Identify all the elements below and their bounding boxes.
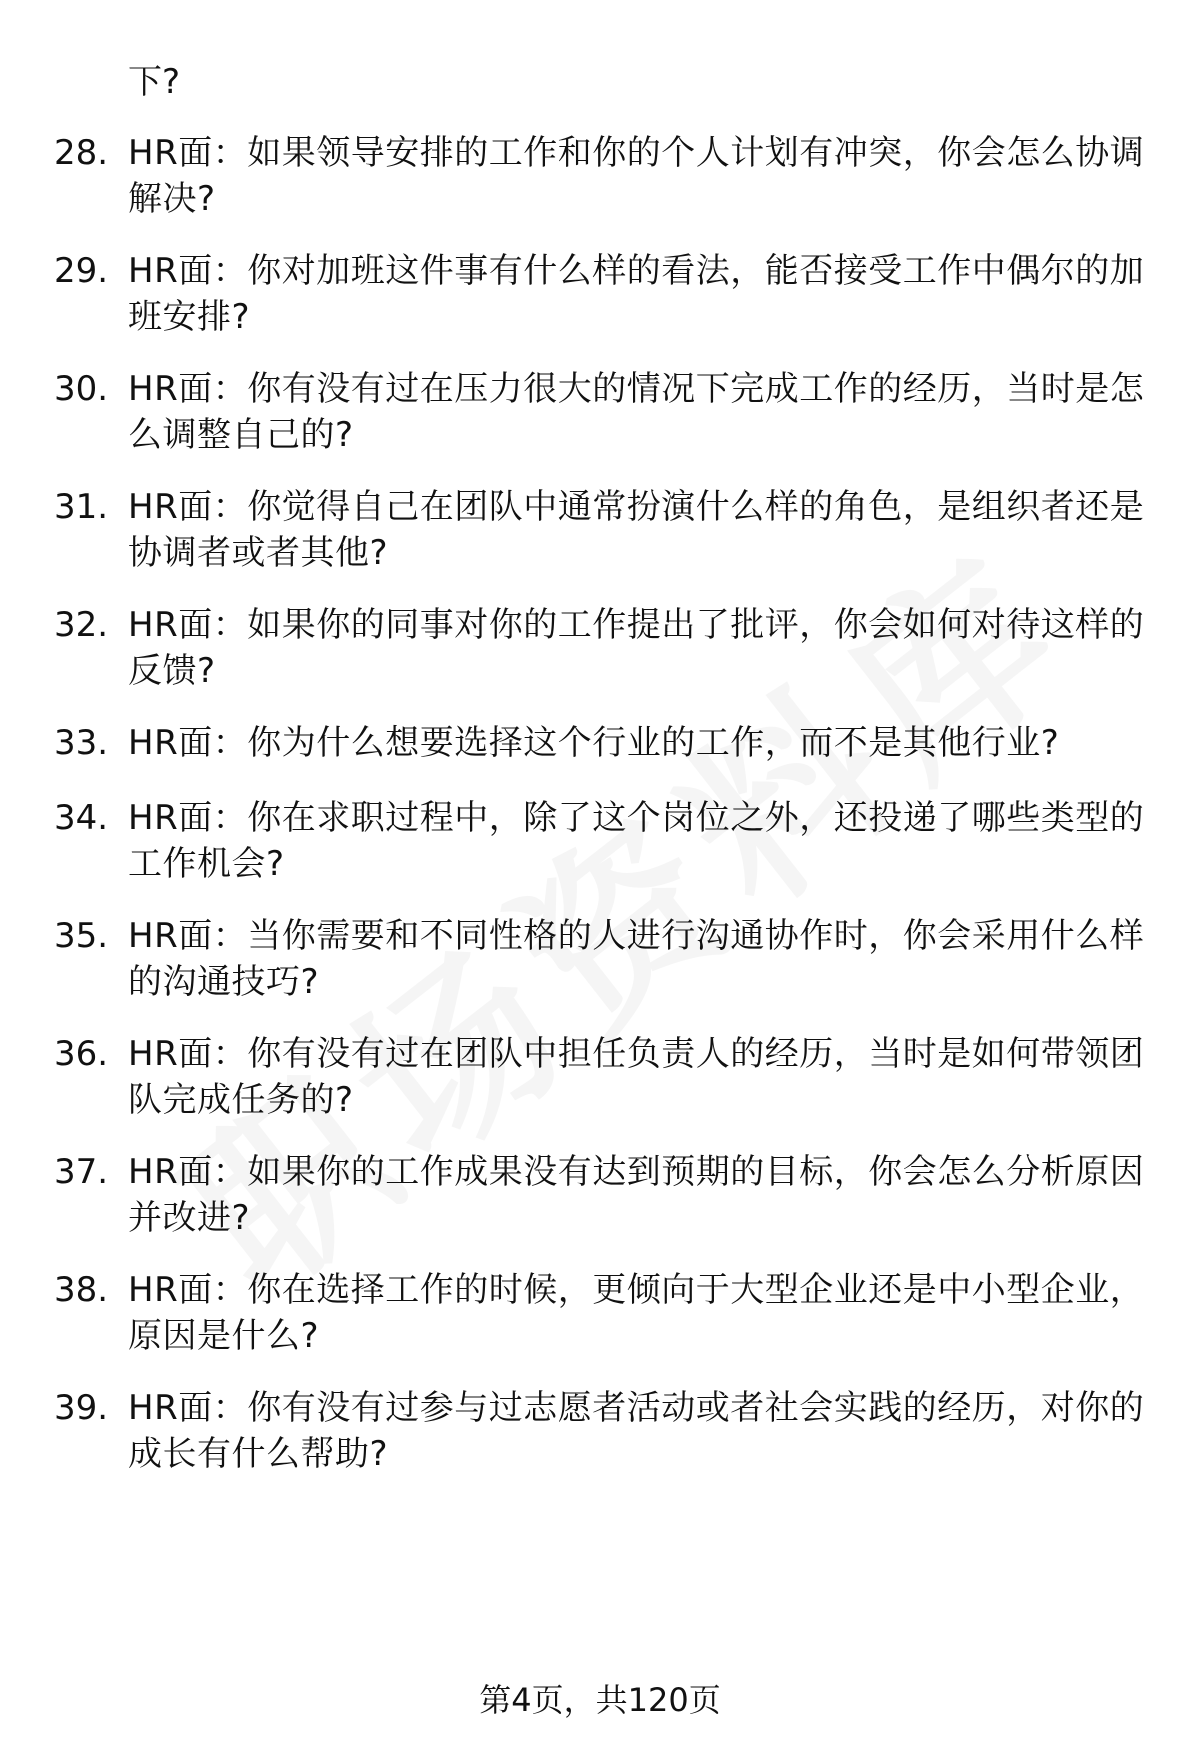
continuation-text: 下? [128, 62, 181, 102]
item-number: 37. [54, 1152, 109, 1192]
item-number: 36. [54, 1034, 109, 1074]
item-text: HR面：你有没有过在压力很大的情况下完成工作的经历，当时是怎么调整自己的? [128, 369, 1145, 455]
item-number: 30. [54, 369, 109, 409]
item-number: 35. [54, 916, 109, 956]
item-text: HR面：如果你的工作成果没有达到预期的目标，你会怎么分析原因并改进? [128, 1152, 1145, 1238]
item-text: HR面：你在选择工作的时候，更倾向于大型企业还是中小型企业，原因是什么? [128, 1270, 1145, 1356]
item-number: 32. [54, 605, 109, 645]
item-text: HR面：你在求职过程中，除了这个岗位之外，还投递了哪些类型的工作机会? [128, 798, 1145, 884]
item-text: HR面：你觉得自己在团队中通常扮演什么样的角色，是组织者还是协调者或者其他? [128, 487, 1145, 573]
item-text: HR面：当你需要和不同性格的人进行沟通协作时，你会采用什么样的沟通技巧? [128, 916, 1145, 1002]
item-number: 33. [54, 723, 109, 763]
item-number: 34. [54, 798, 109, 838]
item-number: 31. [54, 487, 109, 527]
item-text: HR面：你为什么想要选择这个行业的工作，而不是其他行业? [128, 723, 1060, 763]
item-text: HR面：如果领导安排的工作和你的个人计划有冲突，你会怎么协调解决? [128, 133, 1145, 219]
item-text: HR面：你有没有过在团队中担任负责人的经历，当时是如何带领团队完成任务的? [128, 1034, 1145, 1120]
item-number: 29. [54, 251, 109, 291]
page-footer: 第4页，共120页 [479, 1681, 721, 1719]
item-text: HR面：你对加班这件事有什么样的看法，能否接受工作中偶尔的加班安排? [128, 251, 1145, 337]
item-number: 39. [54, 1388, 109, 1428]
item-text: HR面：你有没有过参与过志愿者活动或者社会实践的经历，对你的成长有什么帮助? [128, 1388, 1145, 1474]
item-number: 38. [54, 1270, 109, 1310]
item-text: HR面：如果你的同事对你的工作提出了批评，你会如何对待这样的反馈? [128, 605, 1145, 691]
item-number: 28. [54, 133, 109, 173]
